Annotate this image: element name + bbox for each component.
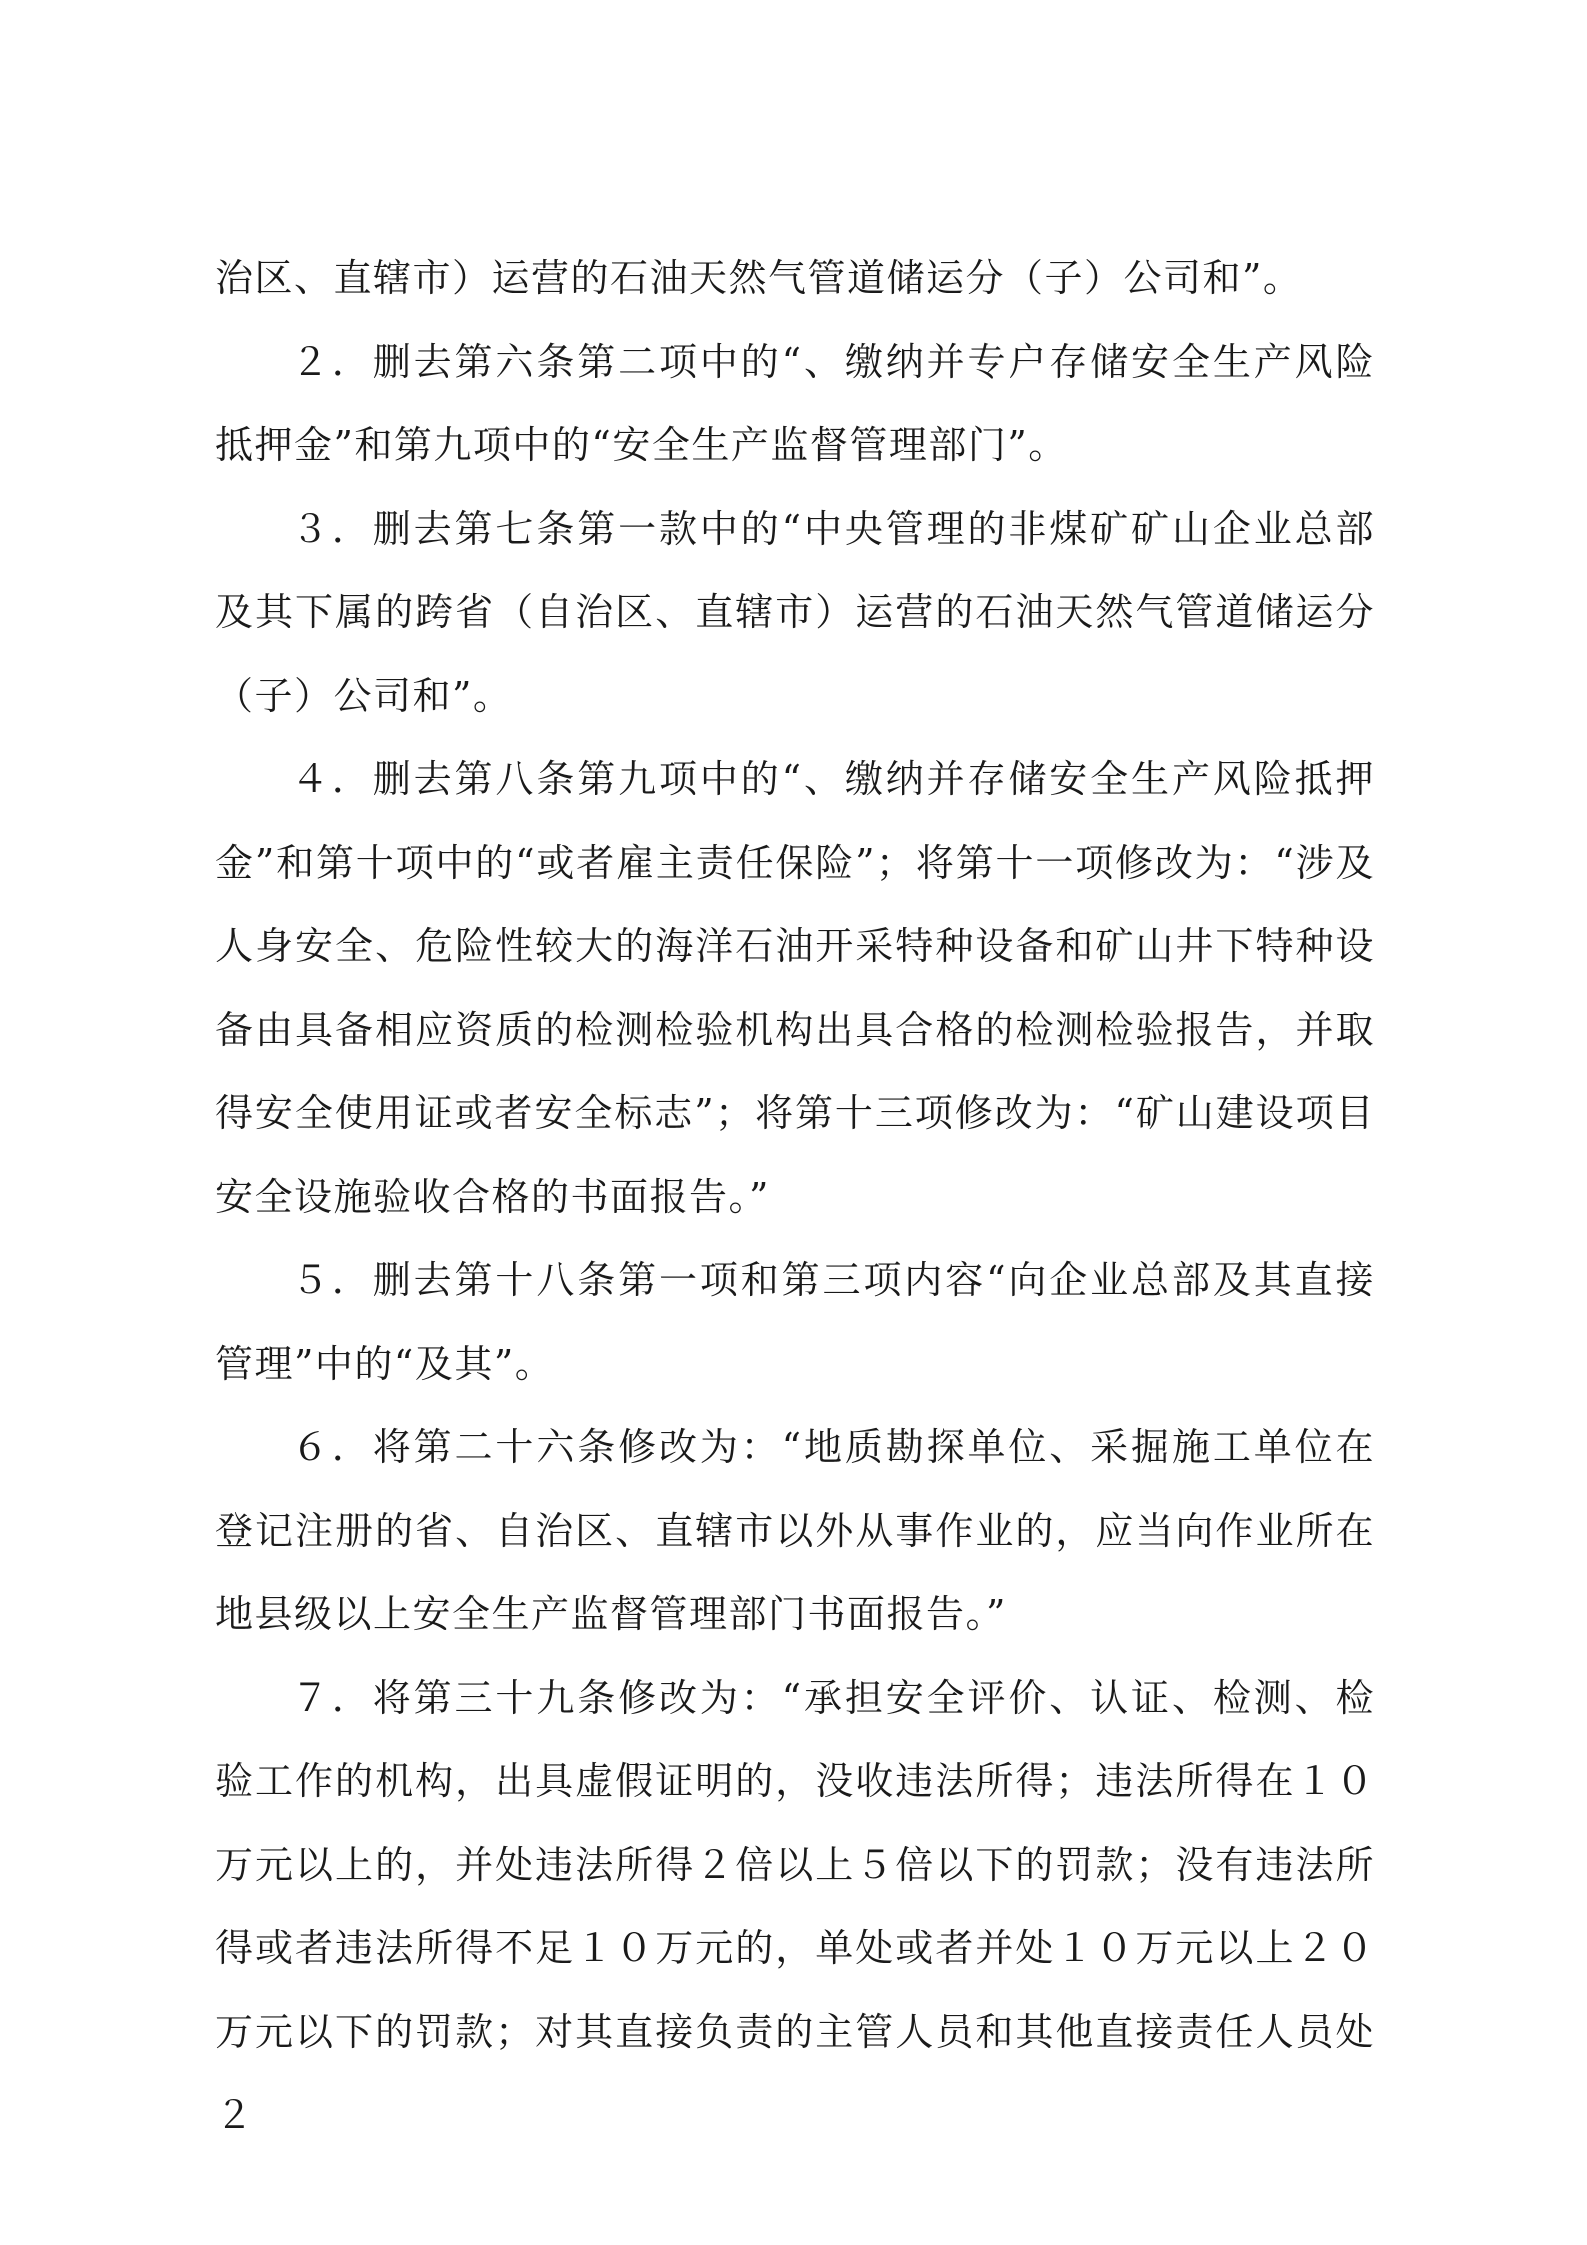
paragraph-item-2: ２．删去第六条第二项中的“、缴纳并专户存储安全生产风险抵押金”和第九项中的“安全生产监督管理部门”。 xyxy=(215,339,1375,467)
paragraph-item-3: ３．删去第七条第一款中的“中央管理的非煤矿矿山企业总部及其下属的跨省（自治区、直辖市）运营的石油天然气管道储运分（子）公司和”。 xyxy=(215,506,1375,718)
paragraph-continuation: 治区、直辖市）运营的石油天然气管道储运分（子）公司和”。 xyxy=(215,256,1303,300)
paragraph-item-7: ７．将第三十九条修改为：“承担安全评价、认证、检测、检验工作的机构，出具虚假证明的，没收违法所得；违法所得在１０万元以上的，并处违法所得２倍以上５倍以下的罚款；没有违法所得或者违法所得不足１０万元的，单处或者并处１０万元以上２０万元以下的罚款；对其直接负责的主管人员和其他直接责任人员处２ xyxy=(215,1675,1375,2137)
paragraph-item-4: ４．删去第八条第九项中的“、缴纳并存储安全生产风险抵押金”和第十项中的“或者雇主责任保险”；将第十一项修改为：“涉及人身安全、危险性较大的海洋石油开采特种设备和矿山井下特种设备由具备相应资质的检测检验机构出具合格的检测检验报告，并取得安全使用证或者安全标志”；将第十三项修改为：“矿山建设项目安全设施验收合格的书面报告。” xyxy=(215,757,1375,1219)
paragraph-item-6: ６．将第二十六条修改为：“地质勘探单位、采掘施工单位在登记注册的省、自治区、直辖市以外从事作业的，应当向作业所在地县级以上安全生产监督管理部门书面报告。” xyxy=(215,1425,1375,1636)
paragraph-item-5: ５．删去第十八条第一项和第三项内容“向企业总部及其直接管理”中的“及其”。 xyxy=(215,1258,1375,1386)
document-body xyxy=(215,237,1375,2158)
